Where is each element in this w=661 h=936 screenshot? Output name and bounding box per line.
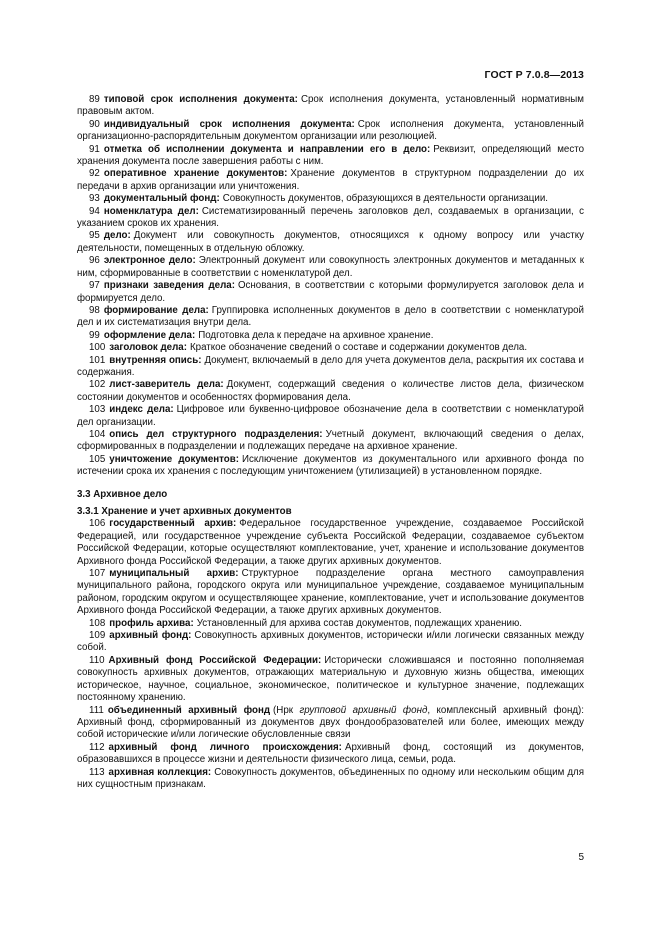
page-header: ГОСТ Р 7.0.8—2013: [484, 69, 584, 81]
term-title: номенклатура дел:: [103, 205, 199, 217]
term-title: электронное дело:: [103, 255, 196, 267]
term-number: 108: [89, 617, 106, 629]
term-number: 96: [89, 255, 100, 267]
term-definition: Систематизированный перечень заголовков дел, создаваемых в организации, с указанием сроков их хранения.: [77, 205, 584, 230]
term-entry-101: [77, 355, 584, 380]
term-entry-113: [77, 767, 584, 792]
term-entry-107: [77, 568, 584, 618]
term-entry-112: [77, 742, 584, 767]
term-title: архивный фонд личного происхождения:: [108, 741, 342, 753]
term-title: профиль архива:: [109, 617, 194, 629]
term-entry-90: [77, 119, 584, 144]
term-definition: Документ или совокупность документов, относящихся к одному вопросу или участку деятельности, помещенных в отдельную обложку.: [77, 230, 584, 254]
term-number: 105: [89, 453, 106, 465]
term-entry-110: [77, 655, 584, 705]
term-title: оперативное хранение документов:: [103, 168, 288, 180]
term-definition: Документ, включаемый в дело для учета документов дела, раскрытия их состава и содержания.: [77, 354, 584, 378]
term-definition: Совокупность документов, образующихся в деятельности организации.: [222, 193, 548, 205]
term-title: государственный архив:: [109, 518, 237, 530]
term-number: 97: [89, 280, 100, 292]
term-number: 102: [89, 379, 106, 391]
term-number: 100: [89, 342, 106, 354]
term-title: документальный фонд:: [103, 193, 220, 205]
term-definition: Электронный документ или совокупность электронных документов и метаданных к ним, сформированные в соответствии с номенклатурой дел.: [77, 255, 584, 279]
terms-list-c: [77, 742, 584, 792]
section-heading-3-3-1: 3.3.1 Хранение и учет архивных документов: [77, 506, 292, 517]
page-number: 5: [578, 852, 584, 863]
term-definition: Учетный документ, включающий сведения о делах, сформированных в подразделении и подлежащих передаче на архивное хранение.: [77, 428, 584, 453]
term-entry-89: [77, 94, 584, 119]
term-entry-94: [77, 206, 584, 231]
term-title: объединенный архивный фонд: [107, 704, 271, 716]
term-number: 95: [89, 230, 100, 242]
term-title: отметка об исполнении документа и направлении его в дело:: [103, 143, 431, 155]
term-number: 89: [89, 94, 100, 105]
term-number: 111: [89, 704, 104, 716]
term-definition: Краткое обозначение сведений о составе и содержании документов дела.: [189, 342, 528, 354]
term-definition: Исторически сложившаяся и постоянно пополняемая совокупность архивных документов, отражающих материальную и духовную жизнь общества, имеющих историческое, научное, социальное, экономическое, политическое и культурное значение, подлежащих постоянному хранению.: [77, 654, 584, 704]
term-entry-105: [77, 454, 584, 479]
term-pre: (Нрк: [273, 704, 300, 716]
term-title: внутренняя опись:: [109, 354, 202, 366]
terms-list-b: [77, 518, 584, 704]
term-number: 110: [89, 654, 105, 666]
term-italic: групповой архивный фонд: [299, 704, 428, 716]
term-number: 101: [89, 354, 106, 366]
term-title: типовой срок исполнения документа:: [103, 94, 298, 105]
term-definition: Подготовка дела к передаче на архивное хранение.: [198, 329, 434, 341]
term-title: уничтожение документов:: [109, 453, 240, 465]
term-number: 113: [89, 766, 105, 778]
term-title: лист-заверитель дела:: [109, 379, 224, 391]
term-title: муниципальный архив:: [109, 568, 239, 580]
term-number: 91: [89, 143, 100, 155]
term-definition: Установленный для архива состав документов, подлежащих хранению.: [196, 617, 522, 629]
term-number: 98: [89, 304, 100, 316]
term-number: 103: [89, 404, 106, 416]
term-definition: Архивный фонд, состоящий из документов, образовавшихся в процессе жизни и деятельности физического лица, семьи, рода.: [77, 741, 584, 766]
term-definition: Реквизит, определяющий место хранения документа после завершения работы с ним.: [77, 143, 584, 168]
term-title: формирование дела:: [103, 304, 209, 316]
term-definition: Хранение документов в структурном подразделении до их передачи в архив организации или уничтожения.: [77, 168, 584, 192]
term-entry-103: [77, 404, 584, 429]
term-definition: Совокупность архивных документов, исторически и/или логически связанных между собой.: [77, 630, 584, 654]
section-heading-3-3: 3.3 Архивное дело: [77, 488, 168, 500]
term-entry-92: [77, 168, 584, 193]
term-number: 106: [89, 518, 106, 530]
term-title: индивидуальный срок исполнения документа:: [103, 118, 355, 130]
term-definition: Группировка исполненных документов в дело в соответствии с номенклатурой дел и их систематизация внутри дела.: [77, 304, 584, 329]
term-entry-99: [77, 330, 584, 342]
term-number: 107: [89, 568, 106, 580]
term-number: 109: [89, 630, 106, 642]
term-entry-109: [77, 630, 584, 655]
term-entry-106: [77, 518, 584, 568]
term-title: оформление дела:: [103, 329, 196, 341]
term-number: 99: [89, 329, 100, 341]
term-definition: Цифровое или буквенно-цифровое обозначение дела в соответствии с номенклатурой дел организации.: [77, 404, 585, 428]
term-title: индекс дела:: [109, 404, 174, 416]
term-entry-102: [77, 379, 584, 404]
term-post: , комплексный архивный фонд): Архивный фонд, сформированный из документов двух фондообразователей или более, имеющих между собой исторические и/или логические обусловленные связи: [77, 704, 584, 741]
term-entry-111: [77, 705, 584, 742]
term-definition: Срок исполнения документа, установленный нормативным правовым актом.: [77, 94, 584, 118]
term-entry-108: [77, 618, 584, 630]
term-definition: Основания, в соответствии с которыми формулируется заголовок дела и формируется дело.: [77, 280, 584, 304]
term-definition: Документ, содержащий сведения о количестве листов дела, физическом состоянии документов и особенностях формирования дела.: [77, 379, 585, 403]
term-entry-98: [77, 305, 584, 330]
term-entry-97: [77, 280, 584, 305]
term-definition: Совокупность документов, объединенных по одному или нескольким общим для них сущностным признакам.: [77, 766, 584, 790]
term-entry-91: [77, 144, 584, 169]
term-title: опись дел структурного подразделения:: [109, 428, 323, 440]
term-title: дело:: [103, 230, 131, 242]
term-title: признаки заведения дела:: [103, 280, 235, 292]
terms-list-a: [77, 94, 584, 479]
term-number: 90: [89, 118, 100, 130]
term-definition: Структурное подразделение органа местного самоуправления муниципального района, городского округа или муниципальное учреждение, создаваемое муниципальным районом, городским округом и осуществляющее хранение, комплектование, учет и использование документов Архивного фонда Российской Федерации, а также других архивных документов.: [77, 568, 585, 617]
term-number: 93: [89, 193, 100, 205]
term-number: 92: [89, 168, 100, 180]
term-definition: Федеральное государственное учреждение, создаваемое Российской Федерацией, или государственное учреждение субъекта Российской Федерации, создаваемое субъектом Российской Федерации, которые осуществляют комплектование, учет, хранение и использование документов Архивного фонда Российской Федерации, а также других архивных документов.: [77, 518, 584, 567]
term-entry-95: [77, 230, 584, 255]
term-number: 94: [89, 205, 100, 217]
document-body: [77, 94, 584, 791]
term-entry-93: [77, 193, 584, 205]
term-entry-96: [77, 255, 584, 280]
term-entry-100: [77, 342, 584, 354]
term-title: архивный фонд:: [109, 630, 192, 642]
term-title: Архивный фонд Российской Федерации:: [108, 654, 322, 666]
term-number: 104: [89, 428, 106, 440]
term-definition: Исключение документов из документального или архивного фонда по истечении срока их хранения с последующим уничтожением (утилизацией) в установленном порядке.: [77, 453, 584, 478]
term-definition: Срок исполнения документа, установленный организационно-распорядительным документом организации или резолюцией.: [77, 118, 584, 143]
term-title: заголовок дела:: [109, 342, 187, 354]
term-entry-104: [77, 429, 584, 454]
term-title: архивная коллекция:: [108, 766, 212, 778]
term-number: 112: [89, 741, 105, 753]
